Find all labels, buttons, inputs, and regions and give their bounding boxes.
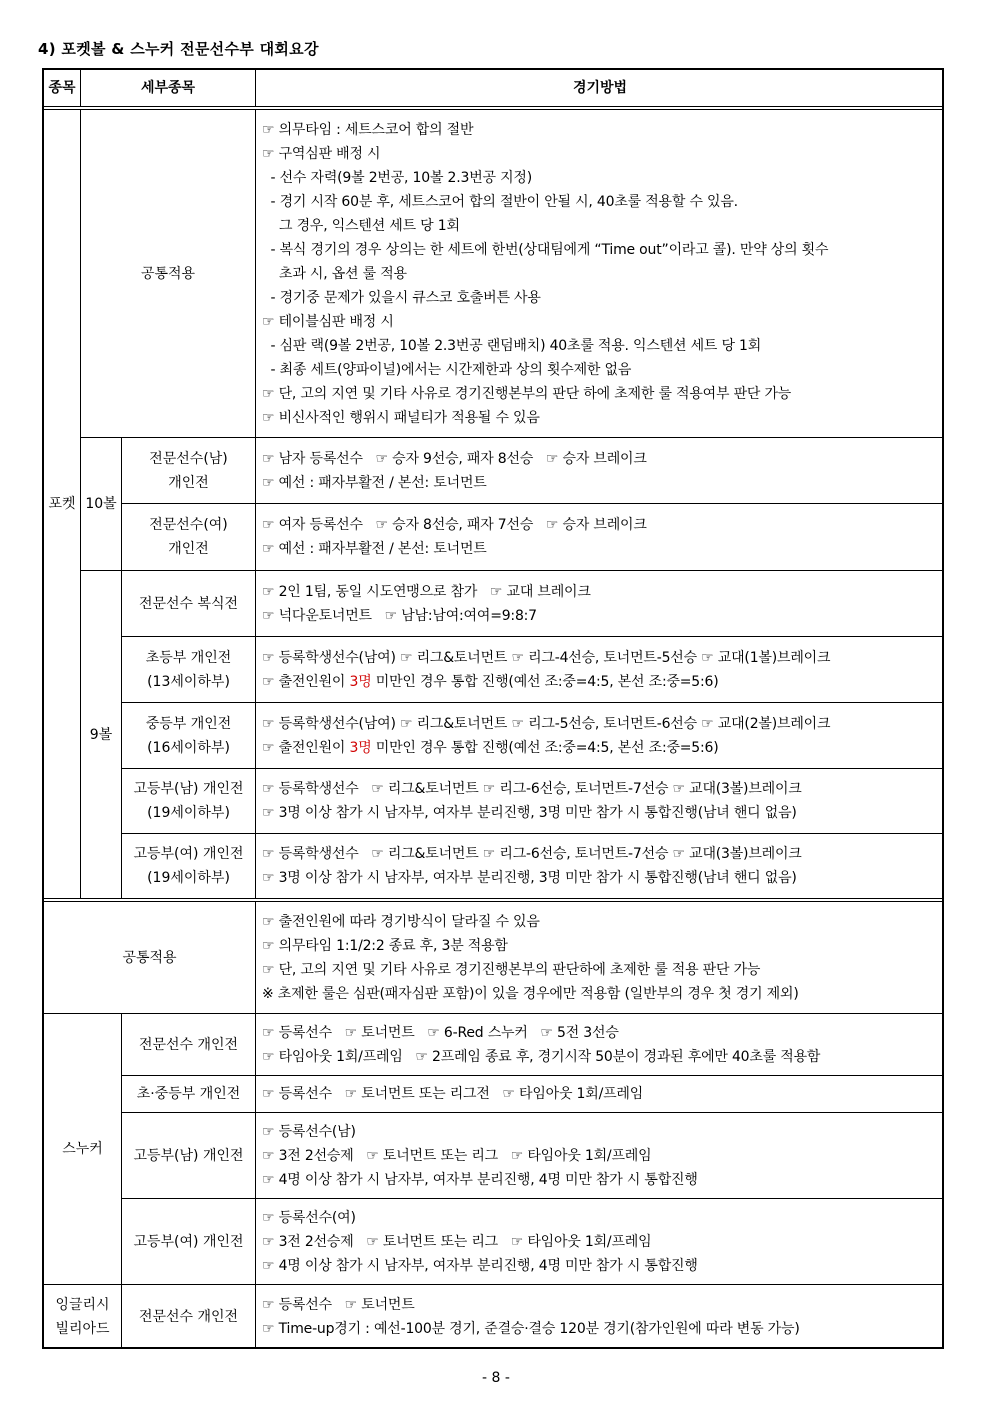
method-line: ☞ 의무타임 1:1/2:2 종료 후, 3분 적용함 — [262, 937, 508, 954]
header-sub-event: 세부종목 — [140, 80, 196, 96]
notice-highlight: 3명 — [349, 739, 372, 756]
sub-snooker-common — [44, 902, 255, 1013]
header-event: 종목 — [48, 80, 76, 96]
sub-label: 개인전 — [168, 474, 209, 491]
method-english-pro-singles — [256, 1285, 940, 1349]
method-line: ☞ 타임아웃 1회/프레임 ☞ 2프레임 종료 후, 경기시작 50분이 경과된 후에만 40초룰 적용함 — [262, 1048, 821, 1065]
method-middle-singles — [256, 703, 940, 768]
method-line: ☞ 넉다운토너먼트 ☞ 남남:남여:여여=9:8:7 — [262, 607, 537, 624]
group-snooker: 스누커 — [62, 1141, 103, 1157]
method-line: - 경기중 문제가 있을시 큐스코 호출버튼 사용 — [262, 289, 541, 306]
section-heading: 4) 포켓볼 & 스누커 전문선수부 대회요강 — [38, 40, 319, 58]
method-line: ☞ 의무타임 : 세트스코어 합의 절반 — [262, 121, 474, 138]
notice-text: 미만인 경우 통합 진행(예선 조:중=4:5, 본선 조:중=5:6) — [371, 739, 719, 756]
row-divider — [122, 503, 942, 504]
sub-label: 고등부(여) 개인전 — [133, 1233, 244, 1250]
sub-label: 전문선수 개인전 — [138, 1036, 239, 1053]
method-snooker-high-women — [256, 1199, 940, 1284]
method-line: - 심판 랙(9볼 2번공, 10볼 2.3번공 랜덤배치) 40초룰 적용. 익스텐션 세트 당 1회 — [262, 337, 762, 354]
method-line: ☞ 3명 이상 참가 시 남자부, 여자부 분리진행, 3명 미만 참가 시 통합진행(남녀 핸디 없음) — [262, 870, 797, 886]
method-line: ☞ 구역심판 배정 시 — [262, 145, 381, 162]
sub-label: 초등부 개인전 — [145, 649, 232, 666]
method-elementary-singles — [256, 637, 940, 702]
col-divider — [80, 110, 81, 898]
row-divider — [44, 1284, 942, 1285]
method-line: ☞ 등록선수 ☞ 토너먼트 ☞ 6-Red 스누커 ☞ 5전 3선승 — [262, 1024, 619, 1041]
method-notice-line — [262, 670, 940, 694]
method-line: - 복식 경기의 경우 상의는 한 세트에 한번(상대팀에게 “Time out”이라고 콜). 만약 상의 횟수 — [262, 241, 829, 258]
method-snooker-common — [256, 902, 940, 1013]
sub-label: 초·중등부 개인전 — [136, 1086, 241, 1102]
method-line: ☞ 남자 등록선수 ☞ 승자 9선승, 패자 8선승 ☞ 승자 브레이크 — [262, 450, 647, 467]
method-line: ☞ 예선 : 패자부활전 / 본선: 토너먼트 — [262, 474, 487, 491]
method-line: ☞ 등록선수(남) — [262, 1123, 356, 1140]
sub-label: (19세이하부) — [147, 870, 230, 886]
row-divider — [122, 636, 942, 637]
competition-rules-table — [42, 68, 944, 1349]
method-pro-women-singles — [256, 504, 940, 570]
method-line: ☞ 3전 2선승제 ☞ 토너먼트 또는 리그 ☞ 타임아웃 1회/프레임 — [262, 1147, 652, 1164]
header-method: 경기방법 — [572, 80, 628, 96]
sub-label: 개인전 — [168, 541, 209, 557]
method-line: ☞ 테이블심판 배정 시 — [262, 313, 394, 330]
method-line: ☞ Time-up경기 : 예선-100분 경기, 준결승·결승 120분 경기(참가인원에 따라 변동 가능) — [262, 1321, 800, 1337]
col-divider — [121, 437, 122, 898]
sub-label: 고등부(남) 개인전 — [133, 781, 244, 797]
method-line: ☞ 등록학생선수 ☞ 리그&토너먼트 ☞ 리그-6선승, 토너먼트-7선승 ☞ 교대(3볼)브레이크 — [262, 781, 802, 797]
method-line: ※ 초제한 룰은 심판(패자심판 포함)이 있을 경우에만 적용함 (일반부의 경우 첫 경기 제외) — [262, 985, 799, 1002]
method-high-women-singles — [256, 834, 940, 898]
row-divider — [81, 570, 942, 571]
method-high-men-singles — [256, 769, 940, 833]
notice-text: ☞ 출전인원이 — [262, 739, 350, 756]
method-line: ☞ 3전 2선승제 ☞ 토너먼트 또는 리그 ☞ 타임아웃 1회/프레임 — [262, 1233, 652, 1250]
method-snooker-pro-singles — [256, 1014, 940, 1075]
sub-pocket-common — [81, 110, 255, 437]
method-line: ☞ 3명 이상 참가 시 남자부, 여자부 분리진행, 3명 미만 참가 시 통합진행(남녀 핸디 없음) — [262, 805, 797, 821]
group-english-line2: 빌리아드 — [55, 1321, 110, 1337]
notice-text: 미만인 경우 통합 진행(예선 조:중=4:5, 본선 조:중=5:6) — [371, 673, 719, 690]
row-divider — [122, 1075, 942, 1076]
method-pro-doubles — [256, 571, 940, 636]
row-divider — [122, 768, 942, 769]
row-divider — [81, 437, 942, 438]
method-line: ☞ 등록학생선수 ☞ 리그&토너먼트 ☞ 리그-6선승, 토너먼트-7선승 ☞ 교대(3볼)브레이크 — [262, 846, 802, 862]
sub-elementary-singles — [122, 637, 255, 702]
method-line: 초과 시, 옵션 룰 적용 — [262, 265, 407, 282]
method-snooker-junior-singles — [256, 1076, 940, 1112]
row-divider — [122, 1198, 942, 1199]
method-pro-men-singles — [256, 438, 940, 503]
method-notice-line — [262, 736, 940, 760]
notice-highlight: 3명 — [349, 673, 372, 690]
header-divider — [44, 106, 942, 110]
notice-text: ☞ 출전인원이 — [262, 673, 350, 690]
method-pocket-common — [256, 110, 940, 437]
sub-english-pro-singles — [122, 1285, 255, 1349]
method-line: ☞ 등록선수 ☞ 토너먼트 또는 리그전 ☞ 타임아웃 1회/프레임 — [262, 1086, 644, 1102]
sub-snooker-junior-singles — [122, 1076, 255, 1112]
method-line: - 최종 세트(양파이널)에서는 시간제한과 상의 횟수제한 없음 — [262, 361, 632, 378]
sub-label: 중등부 개인전 — [145, 715, 232, 732]
sub-label: (19세이하부) — [147, 805, 230, 821]
method-line: ☞ 4명 이상 참가 시 남자부, 여자부 분리진행, 4명 미만 참가 시 통합진행 — [262, 1171, 698, 1188]
method-line: ☞ 등록학생선수(남여) ☞ 리그&토너먼트 ☞ 리그-4선승, 토너먼트-5선승 ☞ 교대(1볼)브레이크 — [262, 649, 831, 666]
sub-label: 전문선수 복식전 — [138, 595, 239, 612]
sub-label: 전문선수(남) — [149, 450, 228, 467]
sub-middle-singles — [122, 703, 255, 768]
sub-label: 고등부(남) 개인전 — [133, 1147, 244, 1164]
sub-label: (16세이하부) — [147, 739, 230, 756]
method-line: ☞ 단, 고의 지연 및 기타 사유로 경기진행본부의 판단하에 초제한 룰 적용 판단 가능 — [262, 961, 761, 978]
method-line: 그 경우, 익스텐션 세트 당 1회 — [262, 217, 460, 234]
section-divider — [44, 898, 942, 902]
method-line: ☞ 비신사적인 행위시 패널티가 적용될 수 있음 — [262, 409, 540, 426]
sub-snooker-high-men — [122, 1113, 255, 1198]
method-line: - 경기 시작 60분 후, 세트스코어 합의 절반이 안될 시, 40초룰 적용할 수 있음. — [262, 193, 738, 210]
col-divider — [255, 902, 256, 1349]
method-line: ☞ 등록선수 ☞ 토너먼트 — [262, 1297, 415, 1313]
sub-high-women-singles — [122, 834, 255, 898]
col-divider — [255, 110, 256, 898]
col-divider — [121, 1013, 122, 1349]
method-line: ☞ 4명 이상 참가 시 남자부, 여자부 분리진행, 4명 미만 참가 시 통합진행 — [262, 1257, 698, 1274]
method-snooker-high-men — [256, 1113, 940, 1198]
sub-snooker-pro-singles — [122, 1014, 255, 1075]
group-9ball: 9볼 — [89, 726, 113, 743]
sub-label: 전문선수 개인전 — [138, 1309, 239, 1325]
method-line: ☞ 출전인원에 따라 경기방식이 달라질 수 있음 — [262, 913, 540, 930]
sub-label: 공통적용 — [140, 265, 196, 282]
sub-label: 공통적용 — [122, 949, 177, 966]
sub-label: (13세이하부) — [147, 673, 230, 690]
method-line: ☞ 여자 등록선수 ☞ 승자 8선승, 패자 7선승 ☞ 승자 브레이크 — [262, 517, 647, 533]
sub-label: 고등부(여) 개인전 — [133, 846, 244, 862]
sub-label: 전문선수(여) — [149, 517, 228, 533]
page-number: - 8 - — [482, 1370, 510, 1386]
method-line: ☞ 2인 1팀, 동일 시도연맹으로 참가 ☞ 교대 브레이크 — [262, 583, 591, 600]
method-line: ☞ 등록선수(여) — [262, 1209, 356, 1226]
method-line: - 선수 자력(9볼 2번공, 10볼 2.3번공 지정) — [262, 169, 533, 186]
method-line: ☞ 등록학생선수(남여) ☞ 리그&토너먼트 ☞ 리그-5선승, 토너먼트-6선승 ☞ 교대(2볼)브레이크 — [262, 715, 831, 732]
row-divider — [44, 1013, 942, 1014]
sub-pro-doubles — [122, 571, 255, 636]
sub-snooker-high-women — [122, 1199, 255, 1284]
row-divider — [122, 702, 942, 703]
method-line: ☞ 예선 : 패자부활전 / 본선: 토너먼트 — [262, 541, 487, 557]
row-divider — [122, 833, 942, 834]
row-divider — [122, 1112, 942, 1113]
group-english-billiards — [44, 1285, 121, 1349]
sub-high-men-singles — [122, 769, 255, 833]
group-english-line1: 잉글리시 — [55, 1297, 110, 1313]
sub-pro-men-singles — [122, 438, 255, 503]
sub-pro-women-singles — [122, 504, 255, 570]
col-divider — [255, 70, 256, 106]
group-10ball: 10볼 — [85, 496, 117, 512]
group-pocket: 포켓 — [48, 496, 76, 512]
method-line: ☞ 단, 고의 지연 및 기타 사유로 경기진행본부의 판단 하에 초제한 룰 적용여부 판단 가능 — [262, 385, 792, 402]
col-divider — [80, 70, 81, 106]
